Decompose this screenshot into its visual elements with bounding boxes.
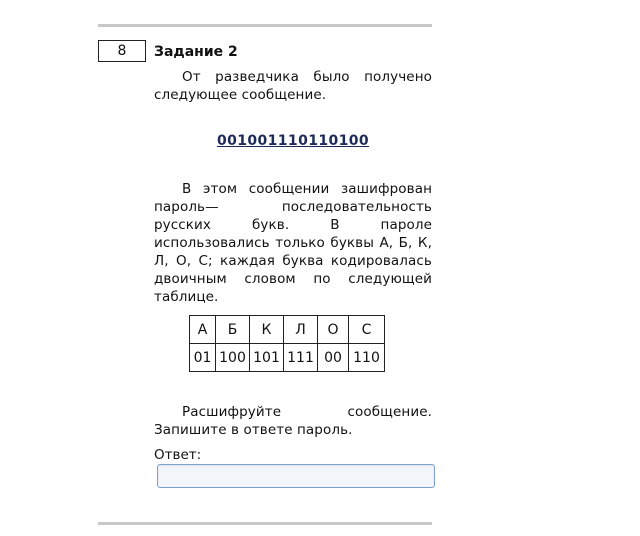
- answer-input[interactable]: [157, 464, 435, 488]
- code-cell: 110: [349, 344, 385, 372]
- encoded-message: 001001110110100: [216, 133, 370, 149]
- letter-cell: С: [349, 316, 385, 344]
- top-divider: [98, 24, 432, 27]
- letter-cell: Б: [216, 316, 250, 344]
- instruction-paragraph: Расшифруйте сообщение. Запишите в ответе пароль.: [154, 404, 432, 438]
- answer-label: Ответ:: [154, 447, 202, 463]
- code-cell: 111: [284, 344, 318, 372]
- code-table: [189, 315, 385, 372]
- task-title: Задание 2: [154, 44, 238, 60]
- letter-cell: Л: [284, 316, 318, 344]
- description-paragraph: В этом сообщении зашифрован пароль— последовательность русских букв. В пароле использовались только буквы А, Б, К, Л, О, С; каждая буква кодировалась двоичным словом по следующей таблице.: [154, 181, 432, 305]
- letter-cell: О: [318, 316, 349, 344]
- code-table-codes-row: [190, 344, 385, 372]
- task-number-box: 8: [98, 40, 146, 62]
- code-cell: 00: [318, 344, 349, 372]
- code-cell: 100: [216, 344, 250, 372]
- bottom-divider: [98, 522, 432, 525]
- code-cell: 01: [190, 344, 216, 372]
- code-table-letters-row: [190, 316, 385, 344]
- intro-paragraph: От разведчика было получено следующее сообщение.: [154, 69, 432, 103]
- code-cell: 101: [250, 344, 284, 372]
- letter-cell: К: [250, 316, 284, 344]
- letter-cell: А: [190, 316, 216, 344]
